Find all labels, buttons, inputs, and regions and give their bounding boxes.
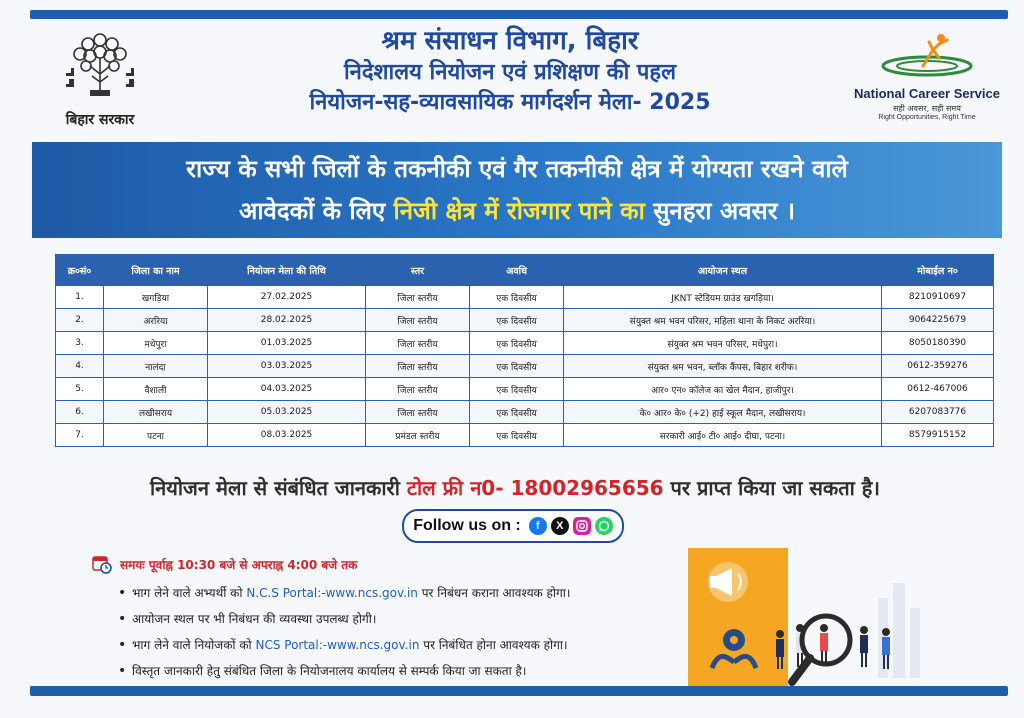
cell-mobile: 8579915152 (882, 424, 994, 447)
tollfree-text-end: पर प्राप्त किया जा सकता है। (663, 476, 880, 500)
cell-duration: एक दिवसीय (470, 401, 564, 424)
cell-district: वैशाली (104, 378, 208, 401)
tollfree-number: टोल फ्री न0- 18002965656 (406, 476, 664, 500)
directorate-title: निदेशालय नियोजन एवं प्रशिक्षण की पहल (343, 60, 677, 85)
cell-district: मधेपुरा (104, 332, 208, 355)
cell-venue: सरकारी आई० टी० आई० दीघा, पटना। (564, 424, 882, 447)
timing-row (92, 554, 357, 574)
banner-line2-end: सुनहरा अवसर । (644, 197, 796, 225)
cell-mobile: 9064225679 (882, 309, 994, 332)
list-item (118, 580, 678, 606)
cell-date: 05.03.2025 (208, 401, 366, 424)
cell-serial: 3. (56, 332, 104, 355)
table-row (56, 332, 994, 355)
ncs-name: National Career Service (854, 86, 1000, 101)
col-header-mobile: मोबाईल न० (882, 255, 994, 286)
follow-us-label: Follow us on : (413, 517, 521, 534)
table-row (56, 424, 994, 447)
bullet-text: आयोजन स्थल पर भी निबंधन की व्यवस्था उपलब्ध होगी। (132, 612, 377, 626)
opportunity-banner (32, 142, 1002, 238)
cell-serial: 7. (56, 424, 104, 447)
instructions-list (118, 580, 678, 684)
col-header-duration: अवधि (470, 255, 564, 286)
cell-level: जिला स्तरीय (366, 378, 470, 401)
ncs-logo (852, 30, 1002, 130)
cell-duration: एक दिवसीय (470, 286, 564, 309)
ncs-emblem-icon (867, 30, 987, 82)
col-header-date: नियोजन मेला की तिथि (208, 255, 366, 286)
cell-district: खगड़िया (104, 286, 208, 309)
ncs-portal-link[interactable]: NCS Portal:-www.ncs.gov.in (255, 638, 420, 652)
col-header-venue: आयोजन स्थल (564, 255, 882, 286)
govt-label: बिहार सरकार (65, 112, 135, 128)
table-row (56, 309, 994, 332)
bullet-text: पर निबंधन कराना आवश्यक होगा। (417, 586, 571, 600)
list-item (118, 632, 678, 658)
cell-district: पटना (104, 424, 208, 447)
megaphone-icon (708, 562, 748, 602)
bullet-text: भाग लेने वाले अभ्यर्थी को (132, 586, 247, 600)
bihar-govt-logo (40, 26, 160, 136)
table-row (56, 355, 994, 378)
ncs-tagline-hindi: सही अवसर, सही समय (893, 104, 961, 113)
cell-duration: एक दिवसीय (470, 424, 564, 447)
table-header-row (56, 255, 994, 286)
cell-date: 27.02.2025 (208, 286, 366, 309)
col-header-serial: क्र०सं० (56, 255, 104, 286)
cell-mobile: 6207083776 (882, 401, 994, 424)
tollfree-info (40, 474, 990, 501)
cell-district: नालंदा (104, 355, 208, 378)
ncs-tagline-english: Right Opportunities, Right Time (878, 114, 976, 121)
bullet-text: विस्तृत जानकारी हेतु संबंधित जिला के नियोजनालय कार्यालय से सम्पर्क किया जा सकता है। (132, 664, 527, 678)
department-title: श्रम संसाधन विभाग, बिहार (381, 26, 639, 56)
cell-district: अररिया (104, 309, 208, 332)
col-header-level: स्तर (366, 255, 470, 286)
timing-text: समयः पूर्वाह्न 10:30 बजे से अपराह्न 4:00 बजे तक (120, 557, 358, 572)
fair-schedule-table (55, 254, 993, 447)
cell-date: 08.03.2025 (208, 424, 366, 447)
cell-serial: 5. (56, 378, 104, 401)
cell-date: 04.03.2025 (208, 378, 366, 401)
cell-duration: एक दिवसीय (470, 332, 564, 355)
cell-mobile: 8050180390 (882, 332, 994, 355)
bullet-text: पर निबंधित होना आवश्यक होगा। (419, 638, 568, 652)
bottom-blue-bar (30, 686, 1008, 696)
cell-duration: एक दिवसीय (470, 309, 564, 332)
whatsapp-icon[interactable] (595, 517, 613, 535)
list-item (118, 658, 678, 684)
banner-line-1: राज्य के सभी जिलों के तकनीकी एवं गैर तकनीकी क्षेत्र में योग्यता रखने वाले (186, 155, 848, 183)
cell-date: 28.02.2025 (208, 309, 366, 332)
cell-venue: JKNT स्टेडियम ग्राउंड खगड़िया। (564, 286, 882, 309)
cell-duration: एक दिवसीय (470, 378, 564, 401)
banner-line2-start: आवेदकों के लिए (238, 197, 394, 225)
cell-mobile: 0612-359276 (882, 355, 994, 378)
calendar-clock-icon (92, 554, 112, 574)
banner-highlight: निजी क्षेत्र में रोजगार पाने का (393, 197, 645, 225)
instagram-icon[interactable] (573, 517, 591, 535)
table-row (56, 286, 994, 309)
cell-mobile: 0612-467006 (882, 378, 994, 401)
table-row (56, 378, 994, 401)
cell-serial: 4. (56, 355, 104, 378)
cell-venue: संयुक्त श्रम भवन परिसर, मधेपुरा। (564, 332, 882, 355)
table-row (56, 401, 994, 424)
cell-district: लखीसराय (104, 401, 208, 424)
cell-level: जिला स्तरीय (366, 355, 470, 378)
cell-serial: 2. (56, 309, 104, 332)
cell-level: जिला स्तरीय (366, 332, 470, 355)
ncs-portal-link[interactable]: N.C.S Portal:-www.ncs.gov.in (246, 586, 418, 600)
cell-venue: संयुक्त श्रम भवन, ब्लॉक कैंपस, बिहार शरीफ। (564, 355, 882, 378)
x-icon[interactable]: X (551, 517, 569, 535)
bodhi-tree-emblem-icon (60, 26, 140, 106)
banner-line-2 (32, 194, 1002, 227)
cell-venue: संयुक्त श्रम भवन परिसर, महिला थाना के निकट अररिया। (564, 309, 882, 332)
cell-level: प्रमंडल स्तरीय (366, 424, 470, 447)
bullet-text: भाग लेने वाले नियोजकों को (132, 638, 256, 652)
top-blue-bar (30, 10, 1008, 19)
cell-level: जिला स्तरीय (366, 401, 470, 424)
follow-us-box (402, 509, 624, 543)
cell-date: 01.03.2025 (208, 332, 366, 355)
tollfree-text-start: नियोजन मेला से संबंधित जानकारी (149, 476, 407, 500)
cell-mobile: 8210910697 (882, 286, 994, 309)
cell-serial: 1. (56, 286, 104, 309)
cell-venue: के० आर० के० (+2) हाई स्कूल मैदान, लखीसराय। (564, 401, 882, 424)
cell-level: जिला स्तरीय (366, 286, 470, 309)
list-item (118, 606, 678, 632)
cell-duration: एक दिवसीय (470, 355, 564, 378)
col-header-district: जिला का नाम (104, 255, 208, 286)
facebook-icon[interactable]: f (529, 517, 547, 535)
cell-venue: आर० एन० कॉलेज का खेल मैदान, हाजीपुर। (564, 378, 882, 401)
header-titles (190, 24, 830, 118)
fair-title: नियोजन-सह-व्यावसायिक मार्गदर्शन मेला- 2025 (309, 90, 711, 115)
cell-level: जिला स्तरीय (366, 309, 470, 332)
recruitment-illustration (688, 548, 938, 688)
cell-date: 03.03.2025 (208, 355, 366, 378)
cell-serial: 6. (56, 401, 104, 424)
